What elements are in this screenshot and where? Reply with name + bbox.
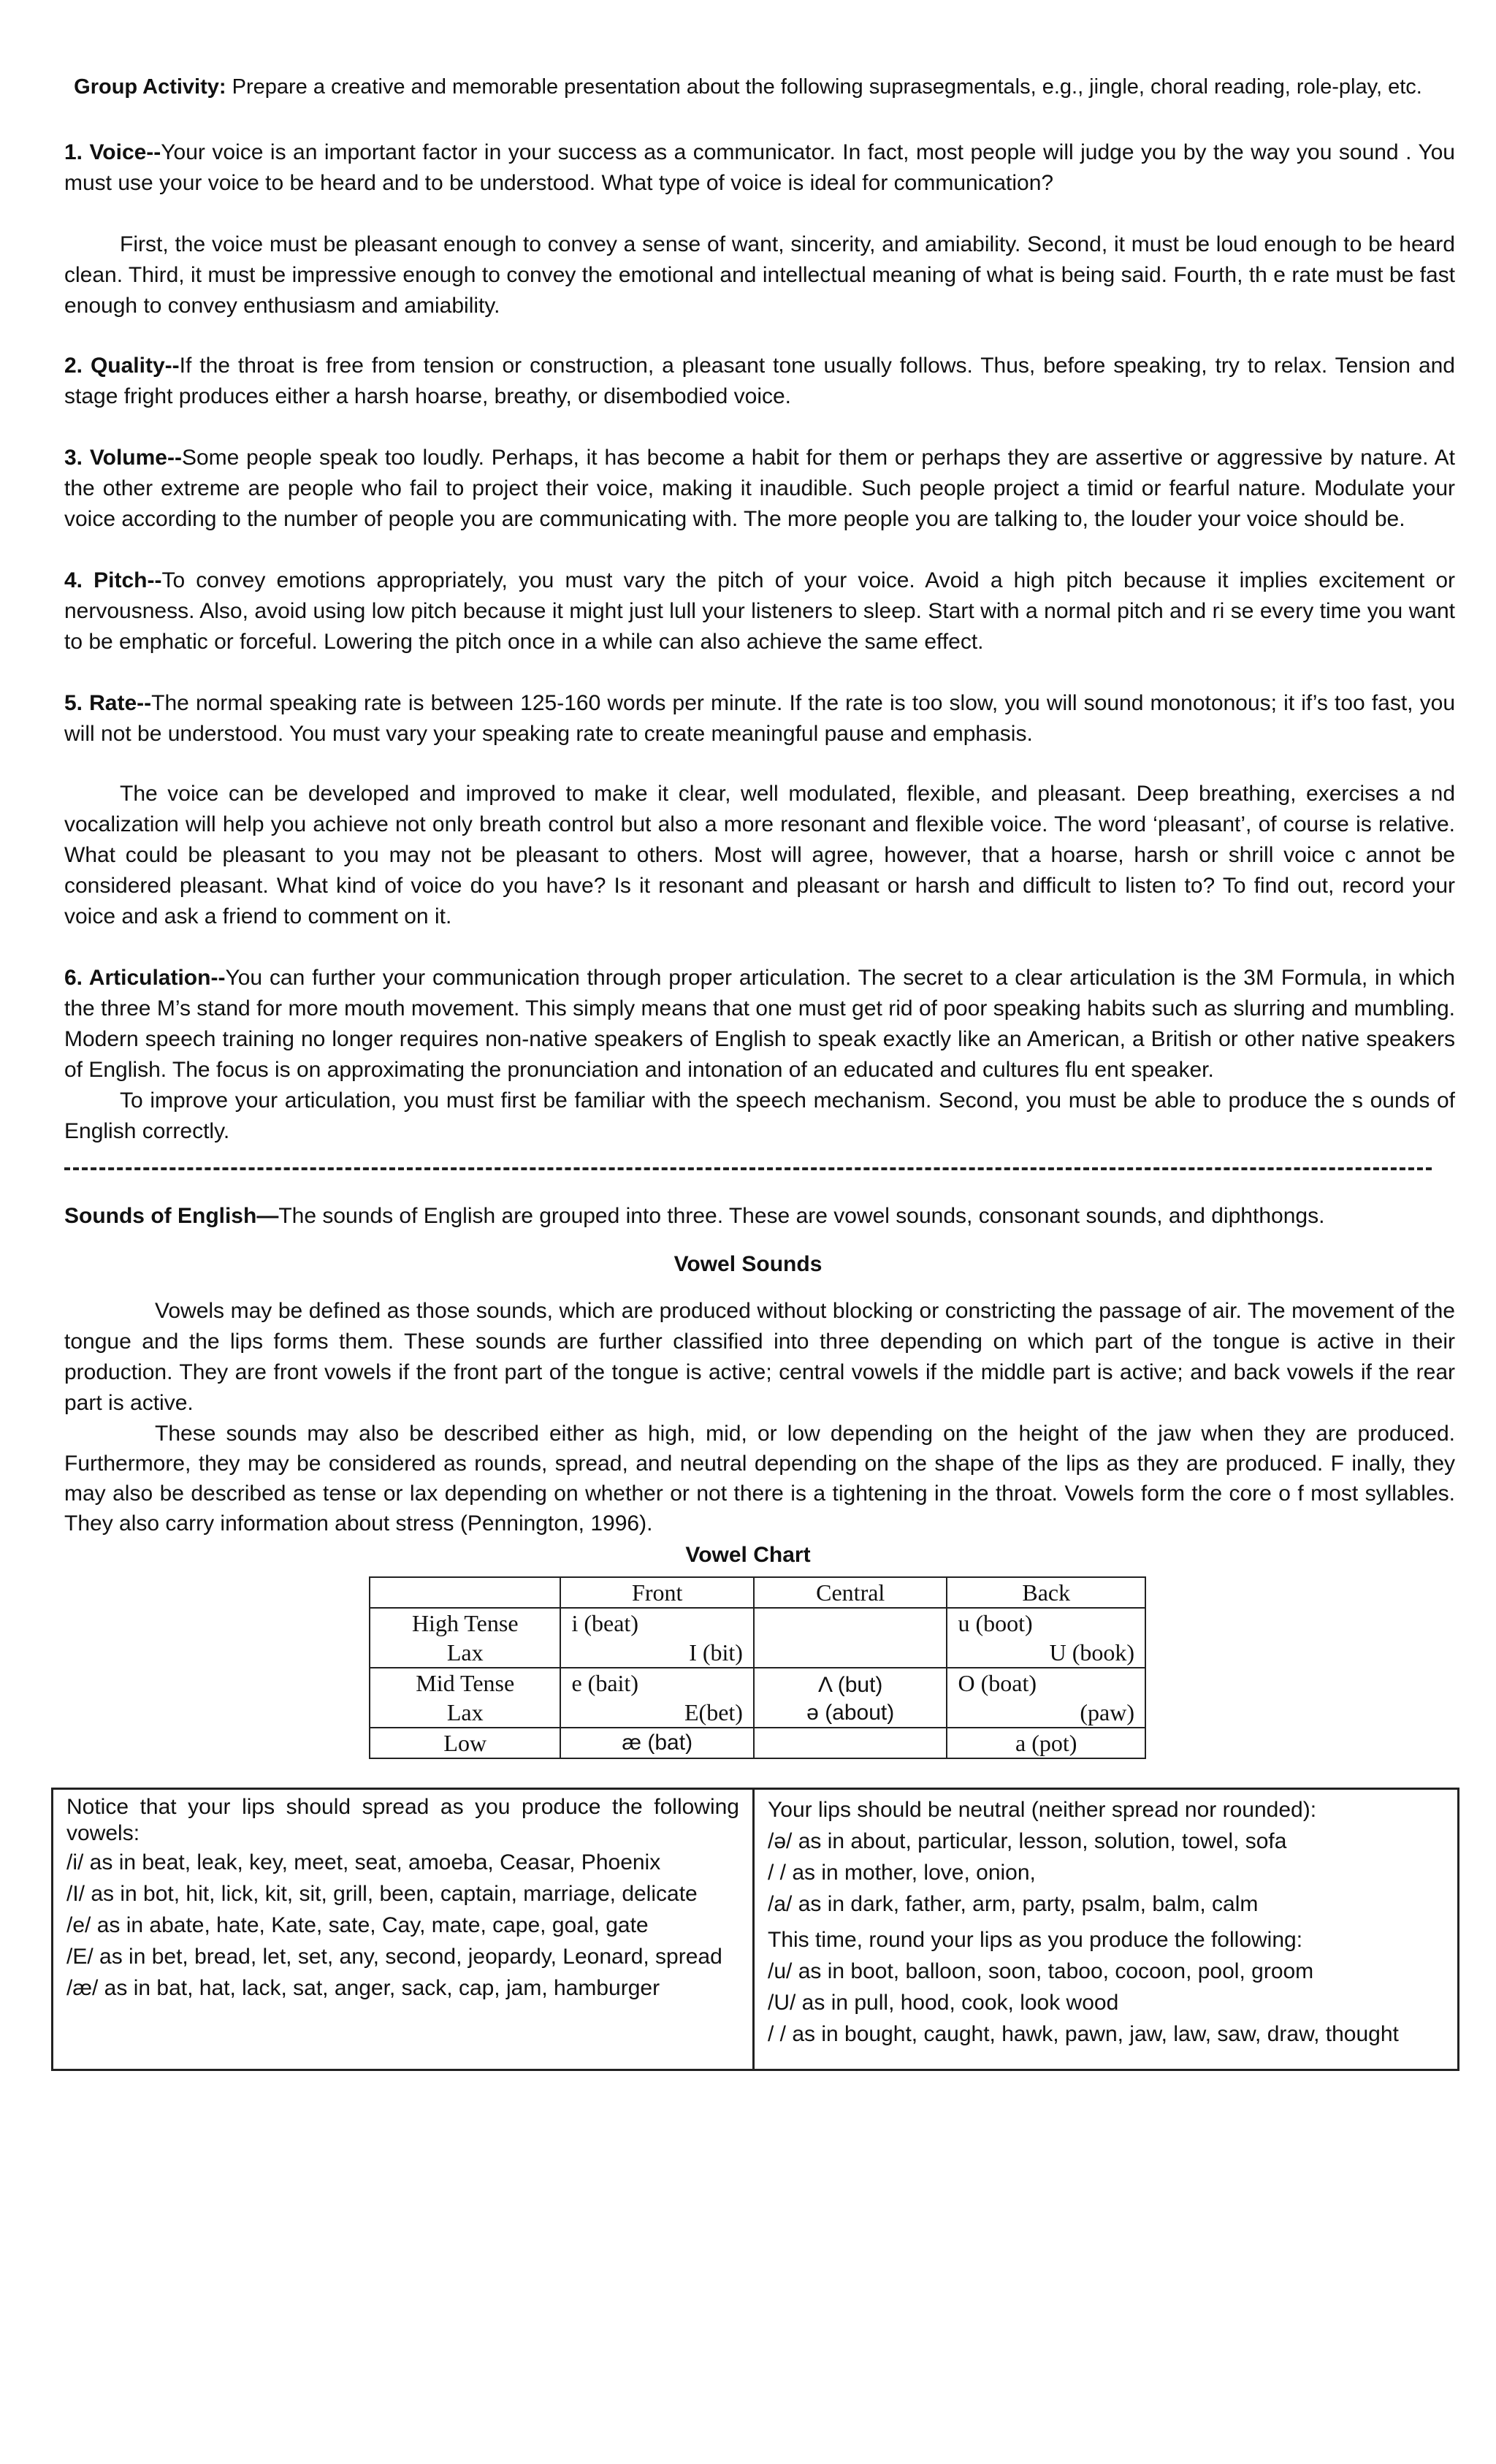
articulation-heading: 6. Articulation-- [64, 966, 226, 990]
spread-lips-box [53, 1790, 755, 2069]
voice-paragraph [64, 137, 1455, 199]
cell-back-mid [947, 1668, 1145, 1728]
pitch-heading: 4. Pitch-- [64, 568, 162, 592]
articulation-paragraph [64, 963, 1455, 1086]
row-label-mid [370, 1668, 560, 1728]
cell-front-mid [560, 1668, 753, 1728]
neutral-example-wedge: / / as in mother, love, onion, [768, 1861, 1036, 1885]
cell-back-high [947, 1608, 1145, 1668]
row-label-high [370, 1608, 560, 1668]
quality-paragraph [64, 351, 1455, 412]
sounds-label: Sounds of English— [64, 1204, 279, 1228]
group-activity-text: Prepare a creative and memorable presentation about the following suprasegmentals, e.g., jingle, choral reading, role-play, etc. [226, 75, 1422, 99]
voice-paragraph-2: First, the voice must be pleasant enough to convey a sense of want, sincerity, and amiability. Second, it must be loud enough to be heard clean. Third, it must be impressive enough to convey the emotional and intellectual meaning of what is being said. Fourth, th e rate must be fast enough to convey enthusiasm and amiability. [64, 232, 1455, 318]
cell-front-high [560, 1608, 753, 1668]
group-activity-line [29, 72, 1467, 102]
voice-text: Your voice is an important factor in your success as a communicator. In fact, most people will judge you by the way you sound . You must use your voice to be heard and to be understood. What type of voice is ideal for communication? [64, 140, 1455, 195]
label-mid-tense: Mid Tense [416, 1670, 515, 1696]
volume-text: Some people speak too loudly. Perhaps, it has become a habit for them or perhaps they are assertive or aggressive by nature. At the other extreme are people who fail to project their voice, making it inaudible. Such people project a timid or fearful nature. Modulate your voice according to the number of people you are communicating with. The more people you are talking to, the louder your voice should be. [64, 446, 1455, 531]
quality-heading: 2. Quality-- [64, 354, 180, 378]
neutral-intro: Your lips should be neutral (neither spread nor rounded): [768, 1798, 1317, 1822]
volume-heading: 3. Volume-- [64, 446, 182, 470]
articulation-paragraph-2: To improve your articulation, you must first be familiar with the speech mechanism. Second, you must be able to produce the s ounds of English correctly. [64, 1088, 1455, 1143]
header-central: Central [754, 1577, 947, 1608]
vowel-schwa-about: ə (about) [806, 1701, 895, 1725]
dashed-divider [64, 1167, 1432, 1170]
label-mid-lax: Lax [446, 1699, 484, 1725]
spread-example-E: /E/ as in bet, bread, let, set, any, second, jeopardy, Leonard, spread [66, 1945, 722, 1969]
vowel-i-beat: i (beat) [571, 1610, 638, 1636]
vowel-chart-table [369, 1576, 1146, 1759]
round-example-U: /U/ as in pull, hood, cook, look wood [768, 1991, 1119, 2015]
rate-heading: 5. Rate-- [64, 691, 152, 715]
vowel-sounds-title: Vowel Sounds [673, 1252, 823, 1276]
vowel-ae-bat: æ (bat) [560, 1728, 753, 1758]
header-back: Back [947, 1577, 1145, 1608]
spread-example-e: /e/ as in abate, hate, Kate, sate, Cay, mate, cape, goal, gate [66, 1913, 649, 1937]
round-example-u: /u/ as in boot, balloon, soon, taboo, cocoon, pool, groom [768, 1959, 1314, 1983]
round-example-open-o: / / as in bought, caught, hawk, pawn, jaw, law, saw, draw, thought [768, 2022, 1399, 2046]
vowel-a-pot: a (pot) [947, 1728, 1145, 1758]
neutral-example-schwa: /ə/ as in about, particular, lesson, solution, towel, sofa [768, 1829, 1287, 1853]
row-label-low: Low [370, 1728, 560, 1758]
neutral-example-a: /a/ as in dark, father, arm, party, psalm, balm, calm [768, 1892, 1259, 1916]
vowel-chart-row-mid [370, 1668, 1145, 1728]
sounds-of-english-line [64, 1201, 1455, 1232]
neutral-round-lips-box [755, 1790, 1457, 2069]
spread-example-I: /I/ as in bot, hit, lick, kit, sit, grill, been, captain, marriage, delicate [66, 1882, 698, 1906]
vowel-chart-header-row [370, 1577, 1145, 1608]
rate-text: The normal speaking rate is between 125-160 words per minute. If the rate is too slow, you will sound monotonous; it if’s too fast, you will not be understood. You must vary your speaking rate to create meaningful pause and emphasis. [64, 691, 1455, 746]
voice-heading: 1. Voice-- [64, 140, 161, 164]
label-high-lax: Lax [446, 1639, 484, 1666]
header-front: Front [560, 1577, 753, 1608]
articulation-text: You can further your communication through proper articulation. The secret to a clear articulation is the 3M Formula, in which the three M’s stand for more mouth movement. This simply means that one must get rid of poor speaking habits such as slurring and mumbling. Modern speech training no longer requires non-native speakers of English to speak exactly like an American, a British or other native speakers of English. The focus is on approximating the pronunciation and intonation of an educated and cultures flu ent speaker. [64, 966, 1455, 1082]
spread-intro: Notice that your lips should spread as you produce the following vowels: [66, 1795, 739, 1845]
vowel-examples-boxes [51, 1788, 1459, 2071]
group-activity-label: Group Activity: [74, 75, 226, 99]
pitch-paragraph [64, 565, 1455, 657]
vowel-U-book: U (book) [1049, 1639, 1134, 1666]
label-high-tense: High Tense [411, 1610, 519, 1636]
cell-central-low [754, 1728, 947, 1758]
vowel-I-bit: I (bit) [689, 1639, 743, 1666]
pitch-text: To convey emotions appropriately, you must vary the pitch of your voice. Avoid a high pitch because it implies excitement or nervousness. Also, avoid using low pitch because it might just lull your listeners to sleep. Start with a normal pitch and ri se every time you want to be emphatic or forceful. Lowering the pitch once in a while can also achieve the same effect. [64, 568, 1455, 654]
rate-paragraph-2: The voice can be developed and improved to make it clear, well modulated, flexible, and pleasant. Deep breathing, exercises a nd vocalization will help you achieve not only breath control but also a more resonant and flexible voice. The word ‘pleasant’, of course is relative. What could be pleasant to you may not be pleasant to others. Most will agree, however, that a hoarse, harsh or shrill voice c annot be considered pleasant. What kind of voice do you have? Is it resonant and pleasant or harsh and difficult to listen to? To find out, record your voice and ask a friend to comment on it. [64, 782, 1455, 928]
rate-paragraph [64, 688, 1455, 750]
volume-paragraph [64, 443, 1455, 535]
cell-central-high [754, 1608, 947, 1668]
vowel-u-boot: u (boot) [958, 1610, 1033, 1636]
vowel-chart-title: Vowel Chart [685, 1543, 811, 1567]
quality-text: If the throat is free from tension or construction, a pleasant tone usually follows. Thus, before speaking, try to relax. Tension and stage fright produces either a harsh hoarse, breathy, or disembodied voice. [64, 354, 1455, 408]
vowel-chart-row-low [370, 1728, 1145, 1758]
vowel-open-o-paw: (paw) [1080, 1699, 1134, 1725]
vowel-chart-corner [370, 1577, 560, 1608]
round-intro: This time, round your lips as you produce the following: [768, 1928, 1303, 1952]
vowel-sounds-paragraph-2: These sounds may also be described either as high, mid, or low depending on the height of the jaw when they are produced. Furthermore, they may be considered as rounds, spread, and neutral depending on the shape of the lips as they are produced. F inally, they may also be described as tense or lax depending on whether or not there is a tightening in the throat. Vowels form the core o f most syllables. They also carry information about stress (Pennington, 1996). [64, 1422, 1455, 1536]
spread-example-i: /i/ as in beat, leak, key, meet, seat, amoeba, Ceasar, Phoenix [66, 1850, 661, 1874]
cell-central-mid [754, 1668, 947, 1728]
vowel-e-bait: e (bait) [571, 1670, 638, 1696]
spread-example-ae: /æ/ as in bat, hat, lack, sat, anger, sack, cap, jam, hamburger [66, 1976, 660, 2000]
vowel-O-boat: O (boat) [958, 1670, 1037, 1696]
sounds-text: The sounds of English are grouped into three. These are vowel sounds, consonant sounds, and diphthongs. [278, 1204, 1325, 1228]
vowel-wedge-but: Λ (but) [818, 1673, 883, 1697]
vowel-sounds-paragraph-1: Vowels may be defined as those sounds, which are produced without blocking or constricting the passage of air. The movement of the tongue and the lips forms them. These sounds are further classified into three depending on which part of the tongue is active in their production. They are front vowels if the front part of the tongue is active; central vowels if the middle part is active; and back vowels if the rear part is active. [64, 1299, 1455, 1415]
vowel-E-bet: E(bet) [684, 1699, 743, 1725]
vowel-chart-row-high [370, 1608, 1145, 1668]
